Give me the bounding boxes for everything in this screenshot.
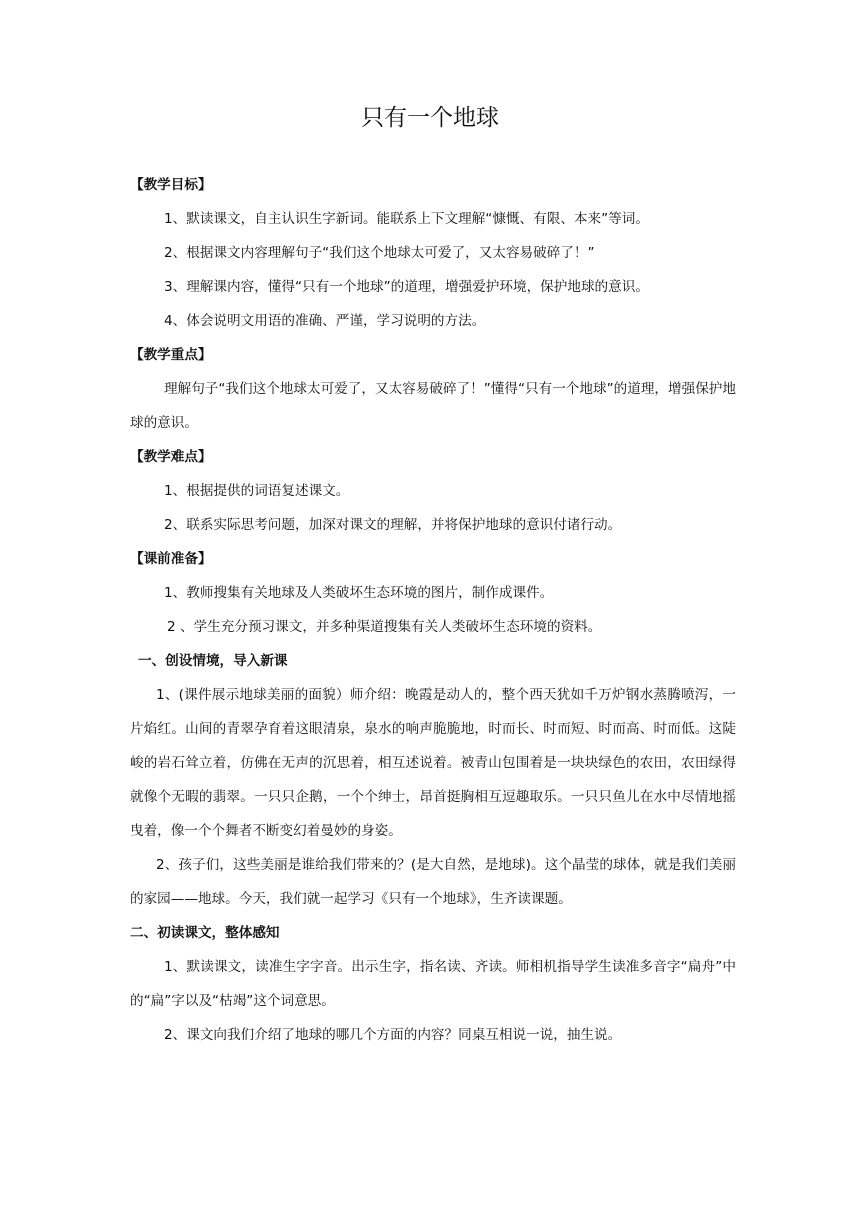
key-point-paragraph: 理解句子“我们这个地球太可爱了，又太容易破碎了！”懂得“只有一个地球”的道理，增强保护地球的意识。: [130, 381, 736, 431]
body-paragraph: 2、孩子们，这些美丽是谁给我们带来的？(是大自然，是地球)。这个晶莹的球体，就是我们美丽的家园——地球。今天，我们就一起学习《只有一个地球》，生齐读课题。: [130, 857, 736, 907]
document-body: [130, 168, 736, 1052]
prep-item: 2 、学生充分预习课文，并多种渠道搜集有关人类破坏生态环境的资料。: [167, 619, 602, 635]
prep-item: 1、教师搜集有关地球及人类破坏生态环境的图片，制作成课件。: [164, 585, 554, 601]
goal-item: 3、理解课内容，懂得“只有一个地球”的道理，增强爱护环境，保护地球的意识。: [164, 279, 649, 295]
body-paragraph: 2、课文向我们介绍了地球的哪几个方面的内容？同桌互相说一说，抽生说。: [164, 1027, 622, 1043]
goal-item: 2、根据课文内容理解句子“我们这个地球太可爱了，又太容易破碎了！”: [164, 245, 595, 261]
body-paragraph: 1、默读课文，读准生字字音。出示生字，指名读、齐读。师相机指导学生读准多音字“扁舟”中的“扁”字以及“枯竭”这个词意思。: [130, 959, 736, 1009]
part-heading-first-reading: 二、初读课文，整体感知: [130, 925, 280, 941]
difficulty-item: 2、联系实际思考问题，加深对课文的理解，并将保护地球的意识付诸行动。: [164, 517, 622, 533]
body-paragraph: 1、(课件展示地球美丽的面貌）师介绍：晚霞是动人的，整个西天犹如千万炉钢水蒸腾喷泻，一片焰红。山间的青翠孕育着这眼清泉，泉水的响声脆脆地，时而长、时而短、时而高、时而低。这陡峻的岩石耸立着，仿佛在无声的沉思着，相互述说着。被青山包围着是一块块绿色的农田，农田绿得就像个无暇的翡翠。一只只企鹅，一个个绅士，昂首挺胸相互逗趣取乐。一只只鱼儿在水中尽情地摇曳着，像一个个舞者不断变幻着曼妙的身姿。: [130, 687, 736, 839]
goal-item: 4、体会说明文用语的准确、严谨，学习说明的方法。: [164, 313, 486, 329]
difficulty-item: 1、根据提供的词语复述课文。: [164, 483, 350, 499]
part-heading-intro: 一、创设情境，导入新课: [138, 653, 288, 669]
section-heading-preparation: 【课前准备】: [130, 551, 212, 567]
section-heading-difficulties: 【教学难点】: [130, 449, 212, 465]
goal-item: 1、默读课文，自主认识生字新词。能联系上下文理解“慷慨、有限、本来”等词。: [164, 211, 649, 227]
section-heading-goals: 【教学目标】: [130, 177, 212, 193]
section-heading-key-points: 【教学重点】: [130, 347, 212, 363]
document-title: 只有一个地球: [361, 105, 499, 131]
